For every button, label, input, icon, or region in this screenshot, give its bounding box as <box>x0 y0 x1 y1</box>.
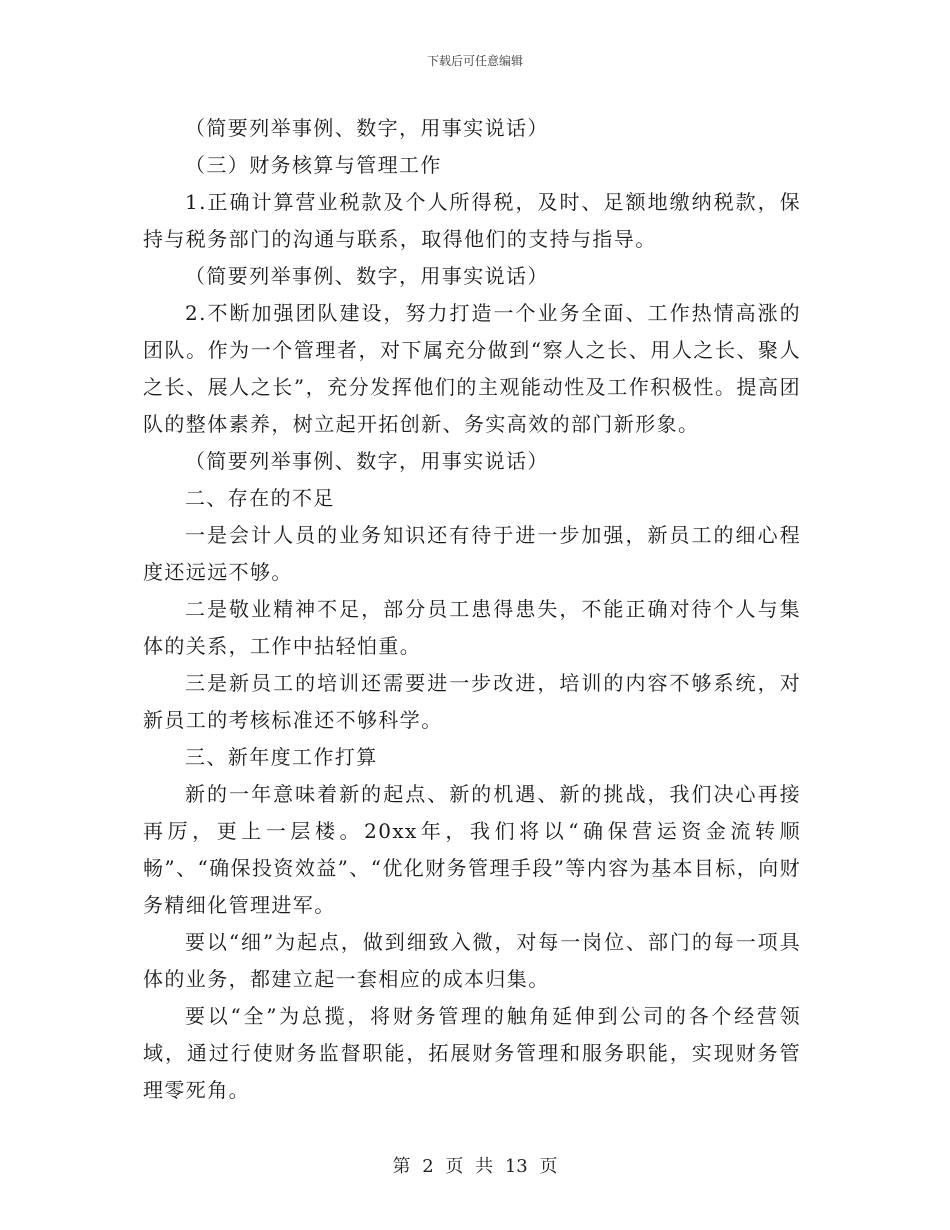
document-body <box>143 110 801 1109</box>
paragraph: （简要列举事例、数字，用事实说话） <box>185 264 549 288</box>
section-heading: （三）财务核算与管理工作 <box>185 153 442 177</box>
paragraph: 一是会计人员的业务知识还有待于进一步加强，新员工的细心程度还远远不够。 <box>143 523 801 584</box>
page-header: 下载后可任意编辑 <box>426 54 523 68</box>
paragraph: 1.正确计算营业税款及个人所得税，及时、足额地缴纳税款，保持与税务部门的沟通与联系，取得他们的支持与指导。 <box>143 190 801 251</box>
section-heading: 三、新年度工作打算 <box>185 745 378 769</box>
paragraph: 二是敬业精神不足，部分员工患得患失，不能正确对待个人与集体的关系，工作中拈轻怕重。 <box>143 597 801 658</box>
paragraph: 新的一年意味着新的起点、新的机遇、新的挑战，我们决心再接再厉，更上一层楼。20xx年，我们将以“确保营运资金流转顺畅”、“确保投资效益”、“优化财务管理手段”等内容为基本目标，向财务精细化管理进军。 <box>143 782 801 917</box>
paragraph: 三是新员工的培训还需要进一步改进，培训的内容不够系统，对新员工的考核标准还不够科学。 <box>143 671 801 732</box>
paragraph: （简要列举事例、数字，用事实说话） <box>185 116 549 140</box>
section-heading: 二、存在的不足 <box>185 486 335 510</box>
paragraph: 要以“细”为起点，做到细致入微，对每一岗位、部门的每一项具体的业务，都建立起一套相应的成本归集。 <box>143 930 801 991</box>
paragraph: 2.不断加强团队建设，努力打造一个业务全面、工作热情高涨的团队。作为一个管理者，对下属充分做到“察人之长、用人之长、聚人之长、展人之长”，充分发挥他们的主观能动性及工作积极性。提高团队的整体素养，树立起开拓创新、务实高效的部门新形象。 <box>143 301 801 436</box>
paragraph: 要以“全”为总揽，将财务管理的触角延伸到公司的各个经营领域，通过行使财务监督职能，拓展财务管理和服务职能，实现财务管理零死角。 <box>143 1004 801 1102</box>
page-number: 第 2 页 共 13 页 <box>392 1156 558 1177</box>
paragraph: （简要列举事例、数字，用事实说话） <box>185 449 549 473</box>
